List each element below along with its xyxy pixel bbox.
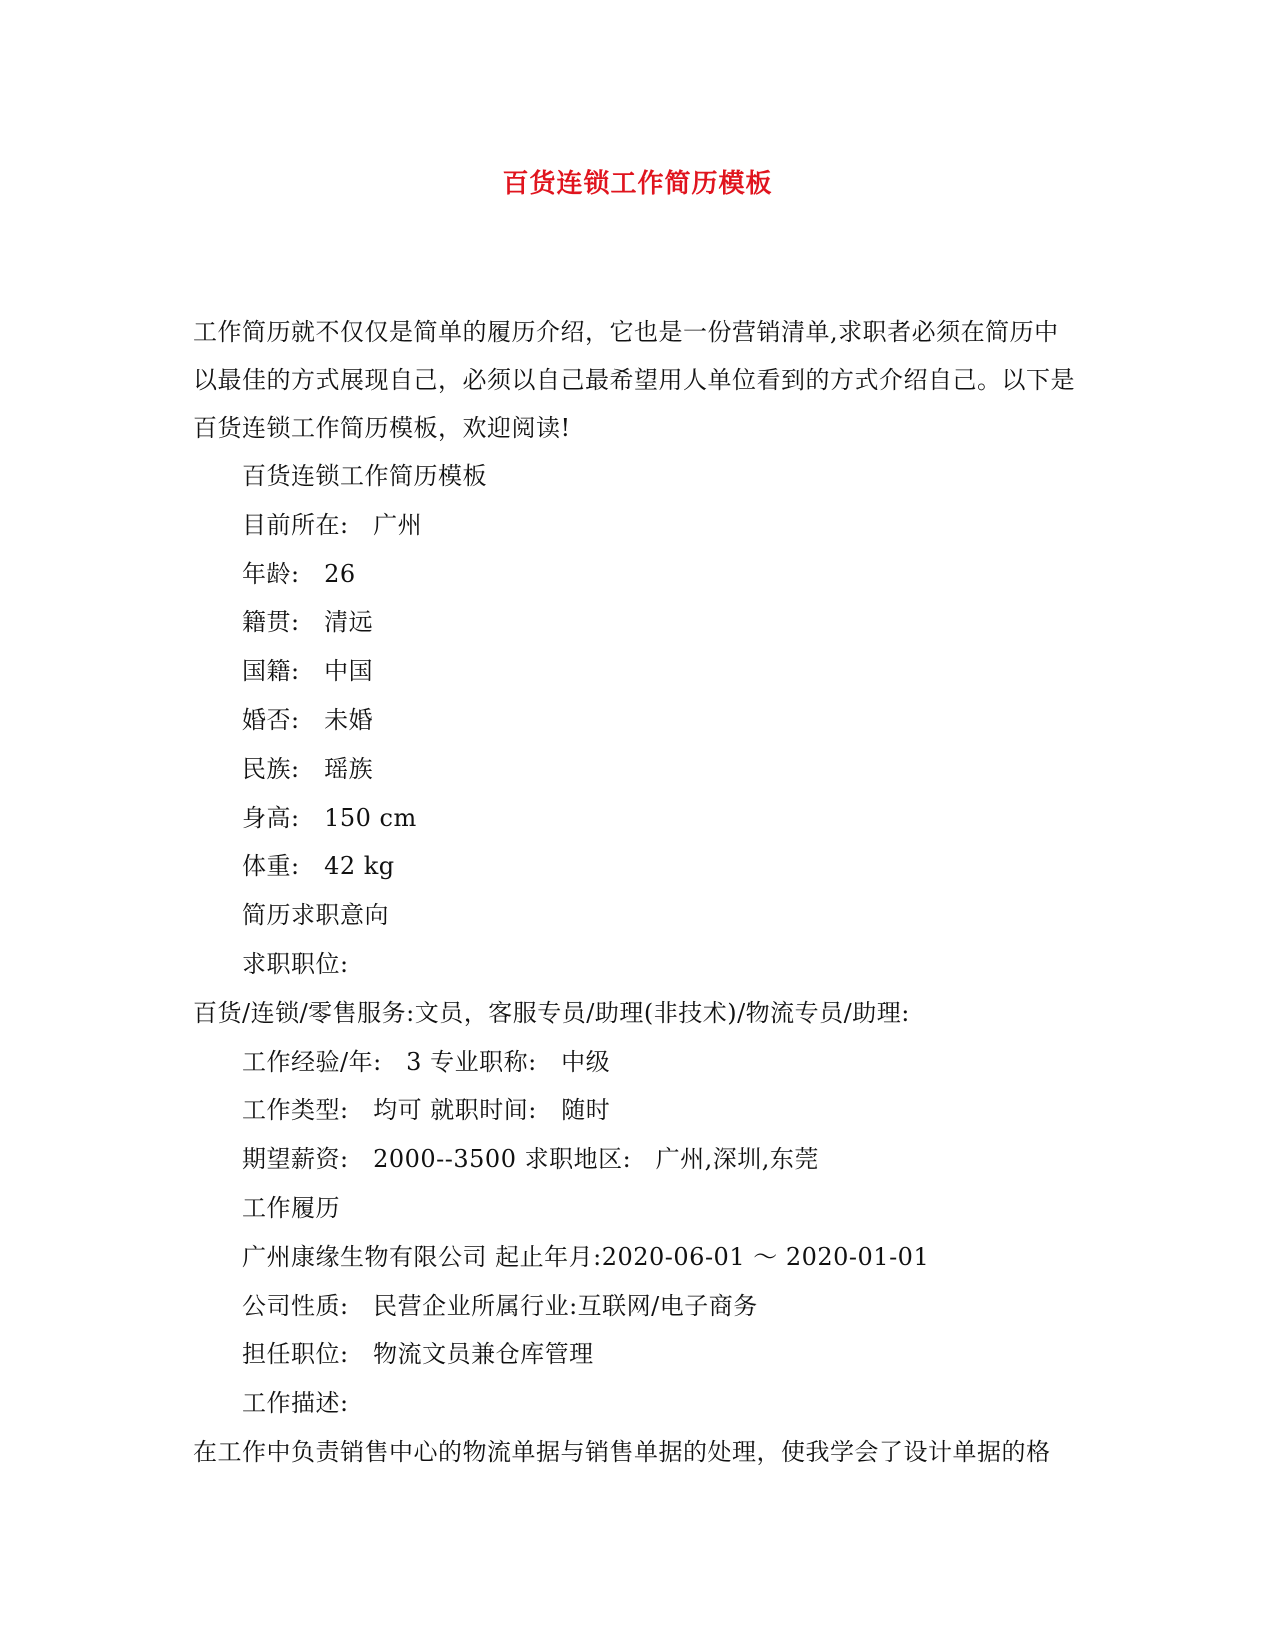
desired-position-detail: 百货/连锁/零售服务:文员，客服专员/助理(非技术)/物流专员/助理:: [193, 998, 910, 1027]
field-native-place: 籍贯: 清远: [242, 608, 374, 637]
field-age: 年龄: 26: [242, 559, 356, 588]
field-weight: 体重: 42 kg: [242, 852, 395, 881]
field-height: 身高: 150 cm: [242, 803, 417, 832]
work-description-label: 工作描述:: [242, 1389, 349, 1418]
work-company-nature: 公司性质: 民营企业所属行业:互联网/电子商务: [242, 1291, 758, 1320]
field-job-type-availability: 工作类型: 均可 就职时间: 随时: [242, 1096, 611, 1125]
field-current-location: 目前所在: 广州: [242, 510, 423, 539]
resume-lines: [193, 452, 1093, 1477]
field-marital-status: 婚否: 未婚: [242, 705, 374, 734]
work-company-period: 广州康缘生物有限公司 起止年月:2020-06-01 ～ 2020-01-01: [242, 1242, 930, 1271]
section-work-history: 工作履历: [242, 1193, 340, 1222]
field-nationality: 国籍: 中国: [242, 657, 374, 686]
field-ethnicity: 民族: 瑶族: [242, 754, 374, 783]
intro-paragraph: 工作简历就不仅仅是简单的履历介绍，它也是一份营销清单,求职者必须在简历中以最佳的方式展现自己，必须以自己最希望用人单位看到的方式介绍自己。以下是百货连锁工作简历模板，欢迎阅读!: [193, 318, 1075, 442]
work-description-text: 在工作中负责销售中心的物流单据与销售单据的处理，使我学会了设计单据的格: [193, 1437, 1051, 1466]
resume-heading: 百货连锁工作简历模板: [242, 462, 487, 490]
section-job-intention: 简历求职意向: [242, 901, 389, 930]
document-title: 百货连锁工作简历模板: [502, 169, 773, 199]
work-position: 担任职位: 物流文员兼仓库管理: [242, 1340, 594, 1369]
field-desired-position: 求职职位:: [242, 949, 349, 978]
field-salary-region: 期望薪资: 2000--3500 求职地区: 广州,深圳,东莞: [242, 1145, 819, 1174]
field-experience-title: 工作经验/年: 3 专业职称: 中级: [242, 1047, 611, 1076]
